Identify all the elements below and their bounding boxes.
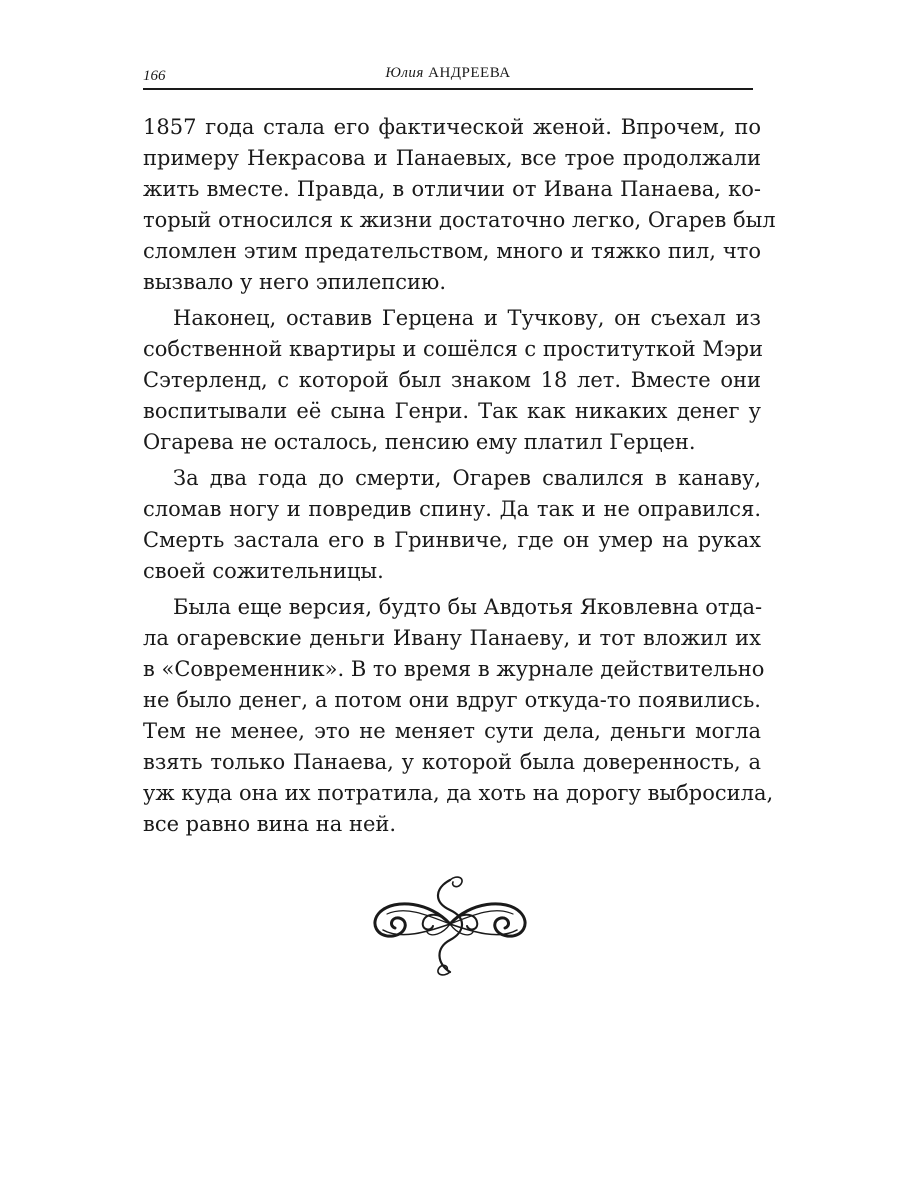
text-line: 1857 года стала его фактической женой. Впрочем, по [143, 115, 761, 139]
text-line: взять только Панаева, у которой была доверенность, а [143, 750, 761, 774]
text-line: За два года до смерти, Огарев свалился в канаву, [173, 466, 761, 490]
running-header [143, 64, 753, 90]
text-line: все равно вина на ней. [143, 812, 397, 836]
text-line: не было денег, а потом они вдруг откуда-то появились. [143, 688, 761, 712]
paragraph-3 [143, 463, 761, 587]
text-line: примеру Некрасова и Панаевых, все трое продолжали [143, 146, 761, 170]
paragraph-4 [143, 592, 774, 840]
text-line: Наконец, оставив Герцена и Тучкову, он съехал из [173, 306, 761, 330]
text-line: Огарева не осталось, пенсию ему платил Герцен. [143, 430, 696, 454]
text-line: в «Современник». В то время в журнале действительно [143, 657, 765, 681]
text-line: Сэтерленд, с которой был знаком 18 лет. Вместе они [143, 368, 761, 392]
paragraph-1 [143, 112, 776, 298]
text-line: сломлен этим предательством, много и тяжко пил, что [143, 239, 761, 263]
text-line: Тем не менее, это не меняет сути дела, деньги могла [143, 719, 761, 743]
author-surname: АНДРЕЕВА [428, 65, 511, 81]
text-line: Смерть застала его в Гринвиче, где он умер на руках [143, 528, 761, 552]
text-line: уж куда она их потратила, да хоть на дорогу выбросила, [143, 781, 774, 805]
text-line: сломав ногу и повредив спину. Да так и не оправился. [143, 497, 761, 521]
text-line: воспитывали её сына Генри. Так как никаких денег у [143, 399, 761, 423]
text-line: Была еще версия, будто бы Авдотья Яковлевна отда- [173, 595, 763, 619]
text-line: торый относился к жизни достаточно легко, Огарев был [143, 208, 776, 232]
running-head-author [143, 65, 753, 82]
text-line: жить вместе. Правда, в отличии от Ивана Панаева, ко- [143, 177, 761, 201]
text-line: собственной квартиры и сошёлся с проституткой Мэри [143, 337, 764, 361]
flourish-ornament-icon [365, 868, 535, 988]
paragraph-2 [143, 303, 764, 458]
text-line: своей сожительницы. [143, 559, 384, 583]
text-line: ла огаревские деньги Ивану Панаеву, и тот вложил их [143, 626, 761, 650]
page-number: 166 [143, 68, 166, 84]
author-given-name: Юлия [385, 65, 424, 81]
text-line: вызвало у него эпилепсию. [143, 270, 447, 294]
body-text [143, 112, 776, 840]
